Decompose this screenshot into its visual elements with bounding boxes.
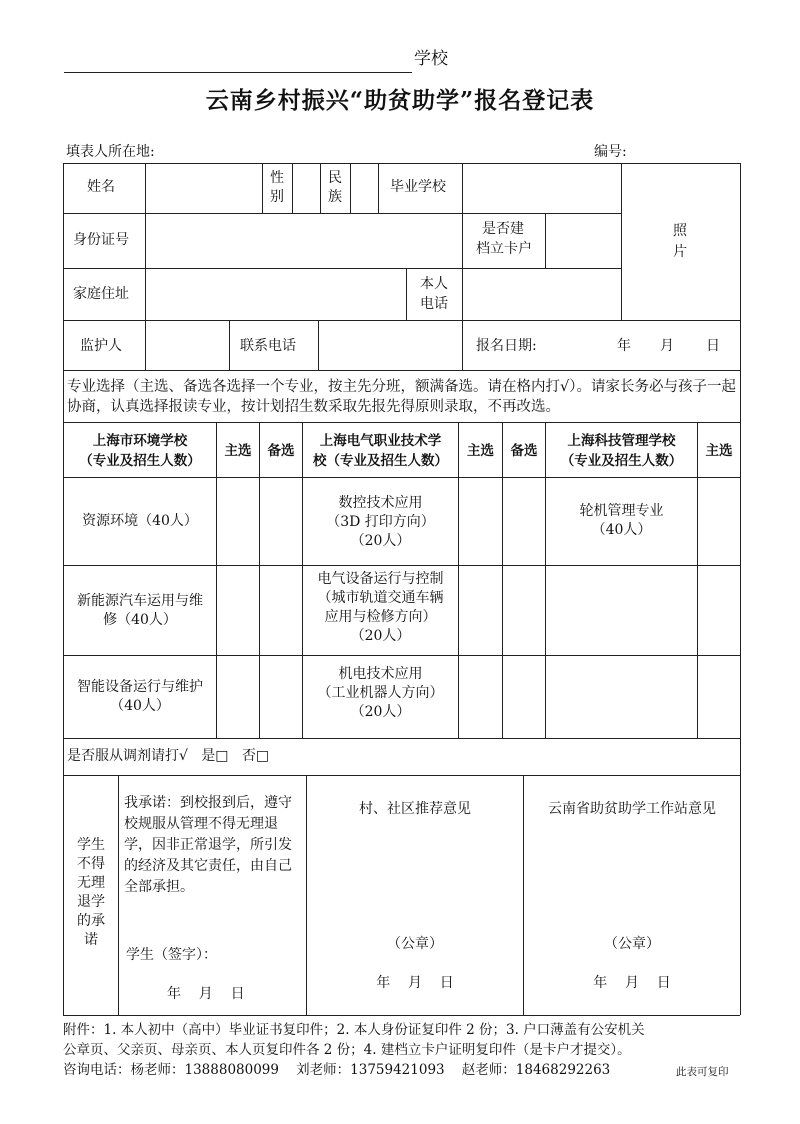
choice-cell[interactable]	[260, 478, 301, 564]
address-label: 家庭住址	[73, 286, 129, 302]
major-smart-equipment-2: （40人）	[110, 698, 170, 714]
school-name-underline	[64, 72, 412, 73]
choice-cell[interactable]	[217, 478, 258, 564]
form-title: 云南乡村振兴“助贫助学”报名登记表	[205, 87, 595, 114]
row-divider	[63, 477, 740, 478]
name-field[interactable]	[146, 164, 261, 212]
row-divider	[63, 738, 740, 739]
main-choice-header: 主选	[705, 443, 733, 459]
row-divider	[63, 370, 740, 371]
commitment-side-label: 学生 不得 无理 退学 的承 诺	[77, 837, 105, 948]
grad-school-field[interactable]	[463, 164, 620, 212]
major-electrical-2: （城市轨道交通车辆	[317, 590, 444, 606]
village-recommendation-title: 村、社区推荐意见	[359, 801, 471, 817]
station-seal: （公章）	[604, 936, 660, 952]
col-divider	[118, 775, 119, 1015]
row-divider	[63, 422, 740, 423]
col-divider	[378, 163, 379, 213]
commitment-text: 我承诺：到校报到后，遵守校规服从管理不得无理退学，因非正常退学，所引发的经济及其它责任，由自己全部承担。	[124, 795, 292, 895]
name-label: 姓名	[87, 179, 115, 195]
school-3-name: 上海科技管理学校	[567, 433, 676, 449]
filler-location-label: 填表人所在地:	[66, 144, 155, 160]
major-electrical: 电气设备运行与控制	[317, 571, 444, 587]
major-selection-note: 专业选择（主选、备选各选择一个专业，按主先分班，额满备选。请在格内打√）。请家长务必与孩子一起协商，认真选择报读专业，按计划招生数采取先报先得原则录取，不再改选。	[67, 379, 736, 415]
id-number-field[interactable]	[146, 214, 461, 267]
major-new-energy-vehicle-2: 修（40人）	[103, 612, 177, 628]
col-divider	[462, 320, 463, 370]
guardian-field[interactable]	[146, 321, 228, 369]
major-mechatronics-2: （工业机器人方向）	[317, 685, 444, 701]
ethnicity-label-1: 民	[328, 170, 342, 186]
contact-phone-field[interactable]	[319, 321, 461, 369]
col-divider	[697, 422, 698, 738]
major-resource-environment: 资源环境（40人）	[82, 513, 198, 529]
major-mechatronics-3: （20人）	[350, 704, 411, 720]
choice-cell[interactable]	[503, 478, 544, 564]
signup-day: 日	[706, 338, 720, 354]
station-date: 年 月 日	[593, 975, 671, 991]
id-number-label: 身份证号	[73, 232, 129, 248]
ethnicity-label-2: 族	[328, 189, 342, 205]
adjustment-question[interactable]: 是否服从调剂请打√ 是□ 否□	[67, 748, 270, 764]
major-marine-engineering-2: （40人）	[591, 522, 652, 538]
attachments-line-1: 附件：1. 本人初中（高中）毕业证书复印件；2. 本人身份证复印件 2 份；3. 户口薄盖有公安机关	[63, 1022, 645, 1038]
main-choice-header: 主选	[467, 443, 494, 459]
backup-choice-header: 备选	[267, 443, 295, 459]
number-label: 编号:	[594, 144, 627, 160]
photo-label-1: 照	[673, 223, 687, 239]
school-2-name: 上海电气职业技术学	[319, 433, 442, 449]
major-cnc: 数控技术应用	[338, 495, 423, 511]
attachments-line-2: 公章页、父亲页、母亲页、本人页复印件各 2 份；4. 建档立卡户证明复印件（是卡户才提交）。	[63, 1042, 631, 1058]
village-seal: （公章）	[387, 936, 443, 952]
main-choice-header: 主选	[224, 443, 252, 459]
student-signature-date: 年 月 日	[167, 986, 245, 1002]
gender-field[interactable]	[293, 164, 319, 212]
poverty-file-field[interactable]	[546, 214, 620, 267]
col-divider	[216, 422, 217, 738]
student-signature-label: 学生（签字）：	[126, 947, 217, 963]
signup-year: 年	[617, 338, 631, 354]
village-date: 年 月 日	[376, 975, 454, 991]
poverty-file-label-2: 档立卡户	[476, 241, 532, 257]
school-3-subtitle: （专业及招生人数）	[560, 453, 683, 469]
major-cnc-2: （3D 打印方向）	[326, 514, 435, 530]
contact-phone-label: 联系电话	[240, 338, 296, 354]
row-divider	[63, 655, 740, 656]
major-cnc-3: （20人）	[350, 533, 411, 549]
copy-note: 此表可复印	[676, 1066, 729, 1078]
col-divider	[320, 163, 321, 213]
row-divider	[63, 775, 740, 776]
photo-label-2: 片	[673, 244, 687, 260]
row-divider	[63, 565, 740, 566]
school-2-subtitle: 校（专业及招生人数）	[313, 453, 448, 469]
col-divider	[406, 268, 407, 320]
self-phone-label-1: 本人	[420, 276, 448, 292]
guardian-label: 监护人	[80, 338, 122, 354]
gender-label-1: 性	[270, 170, 284, 186]
school-1-subtitle: （专业及招生人数）	[79, 453, 201, 469]
signup-month: 月	[660, 338, 674, 354]
ethnicity-field[interactable]	[351, 164, 377, 212]
col-divider	[458, 422, 459, 738]
col-divider	[259, 422, 260, 738]
table-border-right	[740, 163, 741, 1015]
major-electrical-3: 应用与检修方向）	[324, 609, 437, 625]
table-border-bottom	[63, 1015, 740, 1016]
major-electrical-4: （20人）	[350, 628, 411, 644]
col-divider	[462, 213, 463, 268]
major-new-energy-vehicle: 新能源汽车运用与维	[77, 593, 203, 609]
major-mechatronics: 机电技术应用	[338, 666, 423, 682]
poverty-file-label-1: 是否建	[482, 221, 524, 237]
col-divider	[502, 422, 503, 738]
signup-date-label: 报名日期:	[476, 338, 537, 354]
self-phone-field[interactable]	[463, 269, 620, 319]
choice-cell[interactable]	[698, 478, 739, 564]
gender-label-2: 别	[270, 189, 284, 205]
choice-cell[interactable]	[459, 478, 501, 564]
backup-choice-header: 备选	[510, 443, 538, 459]
col-divider	[229, 320, 230, 370]
school-1-name: 上海市环境学校	[92, 433, 188, 449]
station-opinion-title: 云南省助贫助学工作站意见	[548, 801, 716, 817]
self-phone-label-2: 电话	[420, 296, 448, 312]
photo-col-divider	[621, 163, 622, 320]
school-suffix: 学校	[414, 49, 448, 69]
address-field[interactable]	[146, 269, 405, 319]
major-marine-engineering: 轮机管理专业	[579, 503, 664, 519]
major-smart-equipment: 智能设备运行与维护	[77, 679, 203, 695]
col-divider	[262, 163, 263, 213]
grad-school-label: 毕业学校	[390, 179, 446, 195]
consultation-phones: 咨询电话：杨老师：13888080099 刘老师：13759421093 赵老师：18468292263	[63, 1062, 611, 1078]
